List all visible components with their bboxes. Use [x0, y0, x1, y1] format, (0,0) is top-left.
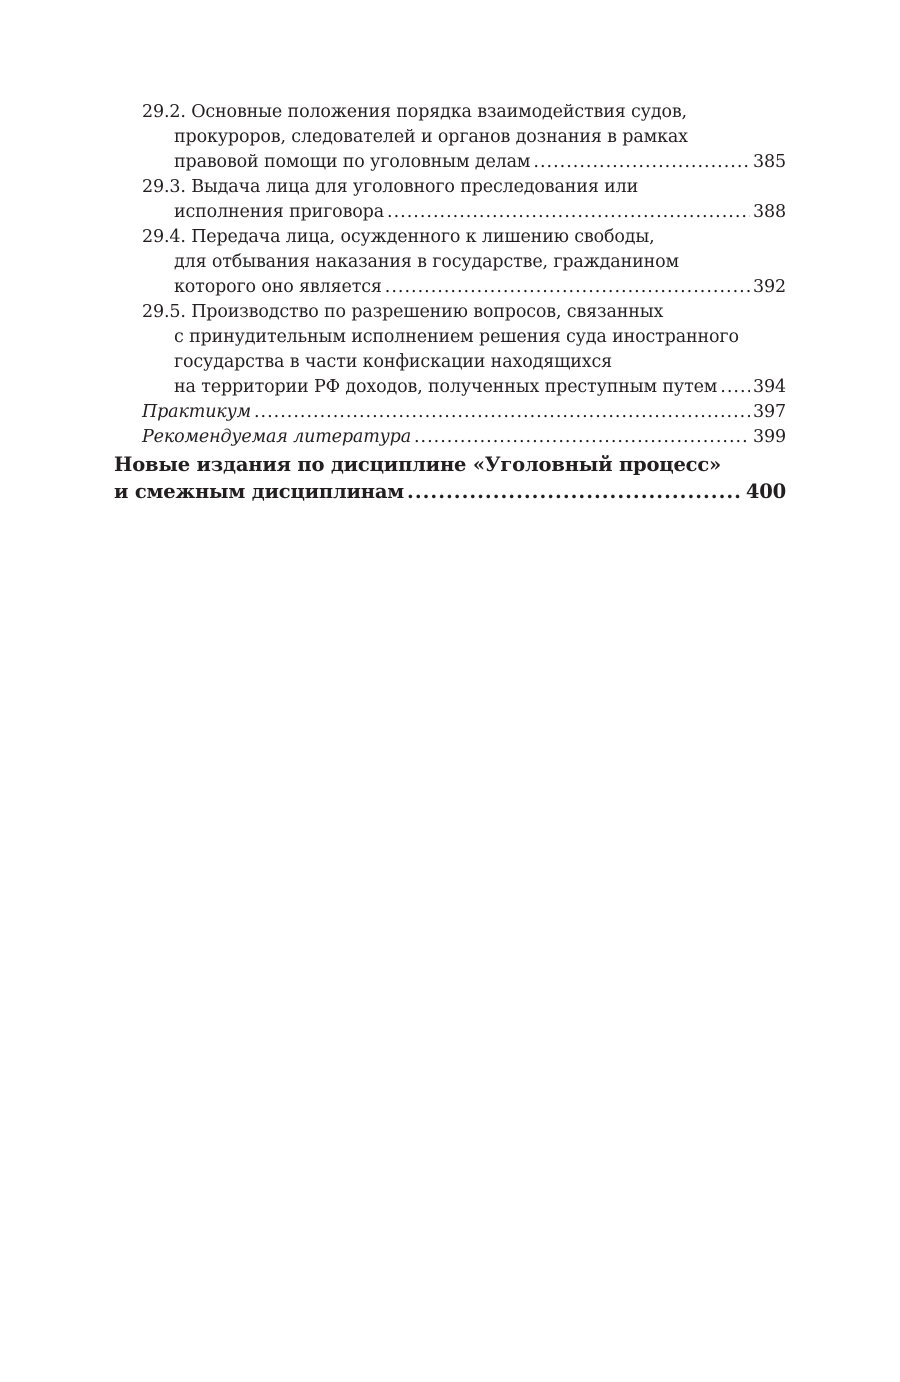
- toc-entry-new-editions[interactable]: [114, 451, 786, 505]
- toc-entry-title-line: для отбывания наказания в государстве, гражданином: [174, 252, 679, 272]
- toc-entry-title-line: Практикум: [142, 402, 251, 422]
- toc-entry-title-line: исполнения приговора: [174, 202, 384, 222]
- toc-entry-title-line: 29.3. Выдача лица для уголовного преследования или: [142, 177, 639, 197]
- page-number: 388: [753, 202, 786, 222]
- toc-entry-leader-line: [142, 200, 786, 225]
- dot-leader: [407, 478, 743, 505]
- toc-entry-29-2[interactable]: [114, 100, 786, 175]
- toc-entry-title-line: государства в части конфискации находящихся: [174, 352, 612, 372]
- page-number: 397: [753, 402, 786, 422]
- toc-entry-title-line: Рекомендуемая литература: [142, 427, 411, 447]
- toc-entry-leader-line: [142, 400, 786, 425]
- toc-entry-title-line: правовой помощи по уголовным делам: [174, 152, 531, 172]
- toc-entry-29-3[interactable]: [114, 175, 786, 225]
- dot-leader: [533, 150, 750, 175]
- dot-leader: [720, 375, 750, 400]
- toc-entry-leader-line: [142, 150, 786, 175]
- table-of-contents: [114, 100, 786, 505]
- toc-entry-practicum[interactable]: [114, 400, 786, 425]
- toc-entry-title-line: 29.2. Основные положения порядка взаимодействия судов,: [142, 102, 687, 122]
- toc-entry-title-line: которого оно является: [174, 277, 382, 297]
- toc-entry-recommended-literature[interactable]: [114, 425, 786, 450]
- toc-entry-title-line: прокуроров, следователей и органов дознания в рамках: [174, 127, 688, 147]
- toc-entry-title-line: Новые издания по дисциплине «Уголовный процесс»: [114, 453, 722, 476]
- dot-leader: [254, 400, 750, 425]
- toc-entry-leader-line: [114, 478, 786, 505]
- toc-entry-title-line: с принудительным исполнением решения суда иностранного: [174, 327, 739, 347]
- toc-entry-title-line: 29.4. Передача лица, осужденного к лишению свободы,: [142, 227, 655, 247]
- dot-leader: [414, 425, 750, 450]
- page-number: 394: [753, 377, 786, 397]
- toc-entry-leader-line: [142, 425, 786, 450]
- page-number: 400: [745, 480, 786, 503]
- toc-entry-leader-line: [142, 275, 786, 300]
- toc-entry-title-line: и смежным дисциплинам: [114, 480, 405, 503]
- page-number: 385: [753, 152, 786, 172]
- toc-entry-29-4[interactable]: [114, 225, 786, 300]
- page-number: 392: [753, 277, 786, 297]
- dot-leader: [385, 275, 750, 300]
- toc-entry-title-line: на территории РФ доходов, полученных преступным путем: [174, 377, 718, 397]
- page-number: 399: [753, 427, 786, 447]
- dot-leader: [387, 200, 750, 225]
- toc-entry-leader-line: [142, 375, 786, 400]
- toc-entry-title-line: 29.5. Производство по разрешению вопросов, связанных: [142, 302, 664, 322]
- toc-entry-29-5[interactable]: [114, 300, 786, 400]
